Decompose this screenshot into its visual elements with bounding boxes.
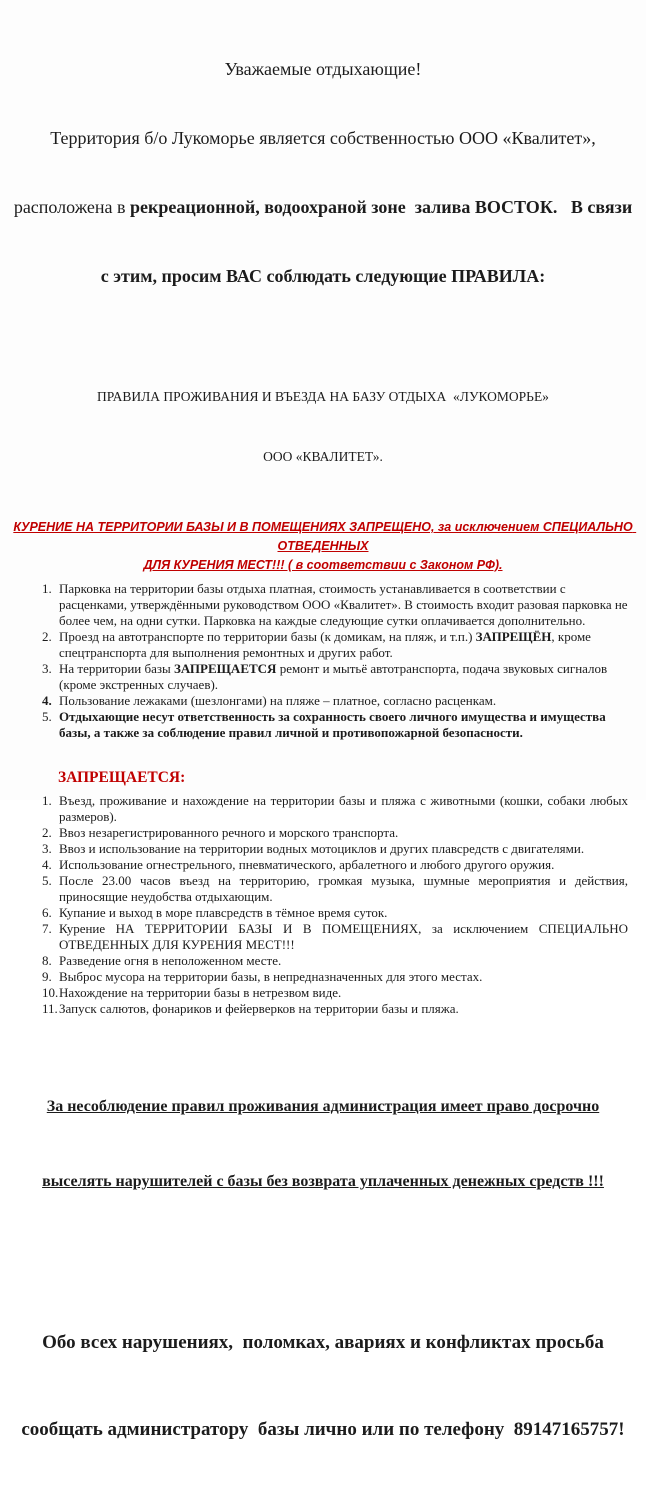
rules-list: [0, 581, 646, 741]
intro-block: [0, 12, 646, 334]
eviction-warning-line-1: За несоблюдение правил проживания администрация имеет право досрочно: [46, 1098, 600, 1115]
item-text: Парковка на территории базы отдыха платная, стоимость устанавливается в соответствии с расценками, утверждёнными руководством ООО «Квалитет». В стоимость входит разовая парковка не более чем, на одни сутки. Парковка на каждые следующие сутки оплачивается дополнительно.: [59, 581, 628, 628]
list-item: [42, 841, 628, 857]
smoking-notice-line-1: КУРЕНИЕ НА ТЕРРИТОРИИ БАЗЫ И В ПОМЕЩЕНИЯХ ЗАПРЕЩЕНО, за исключением СПЕЦИАЛЬНО ОТВЕДЕННЫХ: [13, 520, 637, 553]
list-item: [42, 905, 628, 921]
list-item: [42, 825, 628, 841]
list-item: [42, 693, 628, 709]
item-number: 3.: [42, 841, 52, 856]
list-item: [42, 1001, 628, 1017]
item-text: Отдыхающие несут ответственность за сохранность своего личного имущества и имущества базы, а также за соблюдение правил личной и противопожарной безопасности.: [59, 709, 606, 740]
list-item: [42, 709, 628, 741]
item-text: После 23.00 часов въезд на территорию, громкая музыка, шумные мероприятия и действия, приносящие неудобства отдыхающим.: [59, 873, 628, 904]
list-item: [42, 953, 628, 969]
item-text: Пользование лежаками (шезлонгами) на пляже – платное, согласно расценкам.: [59, 693, 497, 708]
prohibited-heading: ЗАПРЕЩАЕТСЯ:: [58, 769, 186, 786]
item-text: Купание и выход в море плавсредств в тёмное время суток.: [59, 905, 388, 920]
item-number: 4.: [42, 857, 52, 872]
document-title: [0, 347, 646, 507]
item-number: 7.: [42, 921, 52, 936]
smoking-notice: [0, 518, 646, 575]
item-number: 5.: [42, 709, 52, 724]
list-item: [42, 629, 628, 661]
intro-line-3: [0, 196, 646, 219]
contact-notice: [0, 1270, 646, 1502]
item-number: 9.: [42, 969, 52, 984]
item-text: Въезд, проживание и нахождение на территории базы и пляжа с животными (кошки, собаки любых размеров).: [59, 793, 628, 824]
item-number: 11.: [42, 1001, 58, 1016]
item-number: 8.: [42, 953, 52, 968]
item-number: 2.: [42, 825, 52, 840]
list-item: [42, 857, 628, 873]
item-number: 4.: [42, 693, 52, 708]
list-item: [42, 985, 628, 1001]
eviction-warning-line-2: выселять нарушителей с базы без возврата уплаченных денежных средств !!!: [42, 1173, 604, 1190]
item-number: 3.: [42, 661, 52, 676]
eviction-warning: [0, 1044, 646, 1244]
list-item: [42, 793, 628, 825]
document-title-line-1: ПРАВИЛА ПРОЖИВАНИЯ И ВЪЕЗДА НА БАЗУ ОТДЫХА «ЛУКОМОРЬЕ»: [97, 389, 549, 404]
list-item: [42, 661, 628, 693]
intro-line-3-bold: рекреационной, водоохраной зоне залива ВОСТОК. В связи: [130, 197, 633, 217]
list-item: [42, 581, 628, 629]
contact-notice-line-2: сообщать администратору базы лично или по телефону 89147165757!: [21, 1419, 625, 1440]
greeting-line: Уважаемые отдыхающие!: [224, 59, 422, 79]
list-item: [42, 921, 628, 953]
item-text: Нахождение на территории базы в нетрезвом виде.: [59, 985, 342, 1000]
list-item: [42, 873, 628, 905]
list-item: [42, 969, 628, 985]
item-text: Разведение огня в неположенном месте.: [59, 953, 282, 968]
item-number: 10.: [42, 985, 59, 1000]
intro-line-3-regular: расположена в: [13, 197, 131, 217]
item-text: Запуск салютов, фонариков и фейерверков на территории базы и пляжа.: [59, 1001, 459, 1016]
smoking-notice-line-2: ДЛЯ КУРЕНИЯ МЕСТ!!! ( в соответствии с Законом РФ).: [143, 558, 503, 572]
contact-notice-line-1: Обо всех нарушениях, поломках, авариях и конфликтах просьба: [42, 1332, 604, 1353]
item-text: Ввоз незарегистрированного речного и морского транспорта.: [59, 825, 399, 840]
item-text: На территории базы ЗАПРЕЩАЕТСЯ ремонт и мытьё автотранспорта, подача звуковых сигналов (кроме экстренных случаев).: [59, 661, 608, 692]
item-number: 1.: [42, 581, 52, 596]
item-number: 5.: [42, 873, 52, 888]
item-text: Использование огнестрельного, пневматического, арбалетного и любого другого оружия.: [59, 857, 555, 872]
item-text: Выброс мусора на территории базы, в непредназначенных для этого местах.: [59, 969, 483, 984]
item-number: 1.: [42, 793, 52, 808]
prohibited-list: [0, 793, 646, 1017]
item-text: Ввоз и использование на территории водных мотоциклов и других плавсредств с двигателями.: [59, 841, 585, 856]
item-number: 6.: [42, 905, 52, 920]
intro-line-2: Территория б/о Лукоморье является собственностью ООО «Квалитет»,: [50, 128, 596, 148]
intro-line-4: с этим, просим ВАС соблюдать следующие ПРАВИЛА:: [100, 266, 546, 286]
item-text: Курение НА ТЕРРИТОРИИ БАЗЫ И В ПОМЕЩЕНИЯХ, за исключением СПЕЦИАЛЬНО ОТВЕДЕННЫХ ДЛЯ КУРЕНИЯ МЕСТ!!!: [59, 921, 628, 952]
item-text: Проезд на автотранспорте по территории базы (к домикам, на пляж, и т.п.) ЗАПРЕЩЁН, кроме спецтранспорта для выполнения ремонтных и других работ.: [59, 629, 591, 660]
item-number: 2.: [42, 629, 52, 644]
document-title-line-2: ООО «КВАЛИТЕТ».: [263, 449, 383, 464]
